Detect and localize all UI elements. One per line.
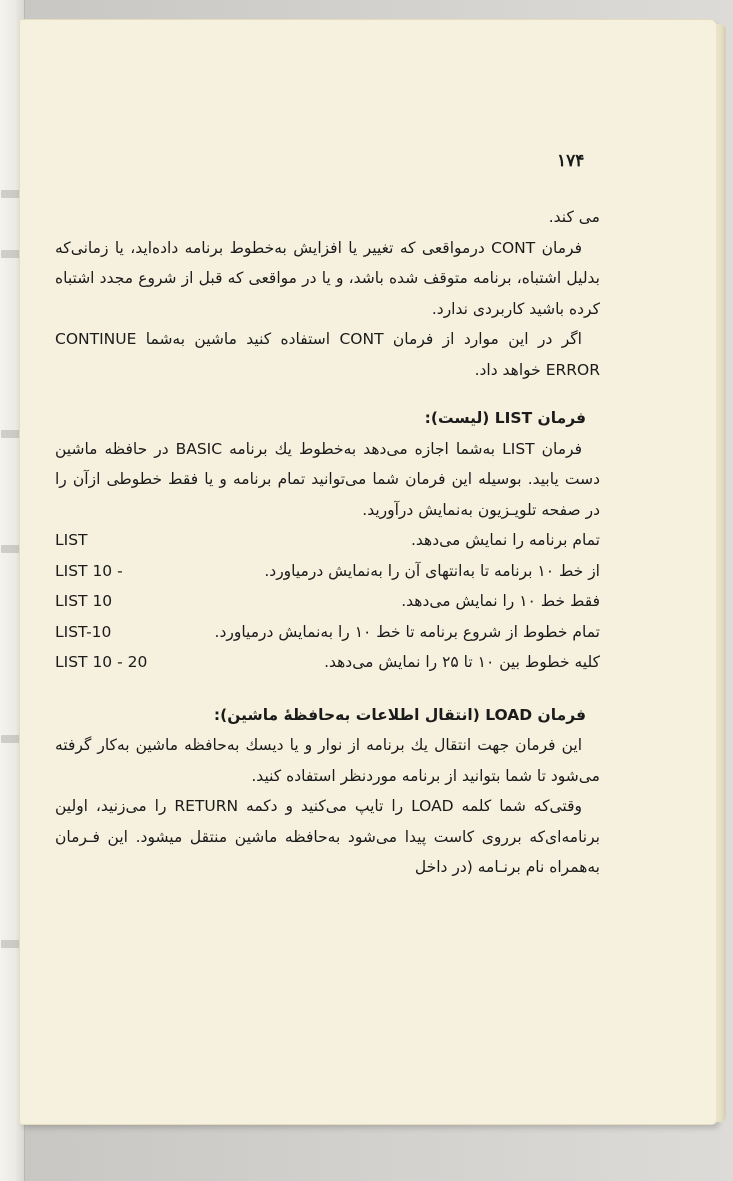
list-command-row [55,586,600,617]
command-description: فقط خط ۱۰ را نمایش می‌دهد. [401,592,600,610]
command-name: LIST-10 [55,622,112,641]
bleed-text-fragment [1,250,21,258]
command-description: کلیه خطوط بین ۱۰ تا ۲۵ را نمایش می‌دهد. [324,653,600,671]
book-page [20,20,716,1124]
command-description: تمام خطوط از شروع برنامه تا خط ۱۰ را به‌نمایش درمیاورد. [214,622,600,641]
paragraph-list-intro: فرمان LIST به‌شما اجازه می‌دهد به‌خطوط یك برنامه BASIC در حافظه ماشین دست یابید. بوسیله این فرمان شما می‌توانید تمام برنامه و یا فقط خطوطی ازآن را در صفحه تلویـزیون به‌نمایش درآورید. [55,439,600,519]
list-command-row [55,556,600,587]
command-description: تمام برنامه را نمایش می‌دهد. [410,531,600,549]
bleed-text-fragment [1,940,21,948]
paragraph-cont-usage: فرمان CONT درمواقعی که تغییر یا افزایش به‌خطوط برنامه داده‌اید، یا زمانی‌که بدلیل اشتباه، برنامه متوقف شده باشد، و یا در مواقعی که قبل از شروع مجدد اشتباه کرده باشید کاربردی ندارد. [55,238,600,318]
command-description: از خط ۱۰ برنامه تا به‌انتهای آن را به‌نمایش درمیاورد. [264,561,600,580]
page-number: ۱۷۴ [557,151,585,171]
command-name: LIST [55,531,88,549]
heading-list: فرمان LIST (لیست): [424,409,586,427]
bleed-text-fragment [1,190,21,198]
page-body [55,202,600,883]
list-command-row [55,617,600,648]
command-name: LIST 10 - 20 [55,653,148,671]
paragraph-load-usage: وقتی‌که شما کلمه LOAD را تایپ می‌کنید و دکمه RETURN را می‌زنید، اولین برنامه‌ای‌که برروی کاست پیدا می‌شود به‌حافظه ماشین منتقل میشود. این فـرمان به‌همراه نام برنـامه (در داخل [55,797,600,876]
list-command-table [55,525,600,678]
bleed-text-fragment [1,430,21,438]
paragraph-cont-error: اگر در این موارد از فرمان CONT استفاده کنید ماشین به‌شما CONTINUE ERROR خواهد داد. [55,330,600,379]
list-command-row [55,647,600,678]
bleed-text-fragment [1,545,21,553]
bleed-text-fragment [1,735,21,743]
paragraph-continuation: می کند. [548,208,600,226]
command-name: LIST 10 [55,592,113,610]
command-name: LIST 10 - [55,561,123,580]
list-command-row [55,525,600,556]
paragraph-load-intro: این فرمان جهت انتقال یك برنامه از نوار و یا دیسك به‌حافظه ماشین به‌کار گرفته می‌شود تا شما بتوانید از برنامه موردنظر استفاده کنید. [55,736,600,785]
heading-load: فرمان LOAD (انتقال اطلاعات به‌حافظهٔ ماشین): [213,705,586,724]
